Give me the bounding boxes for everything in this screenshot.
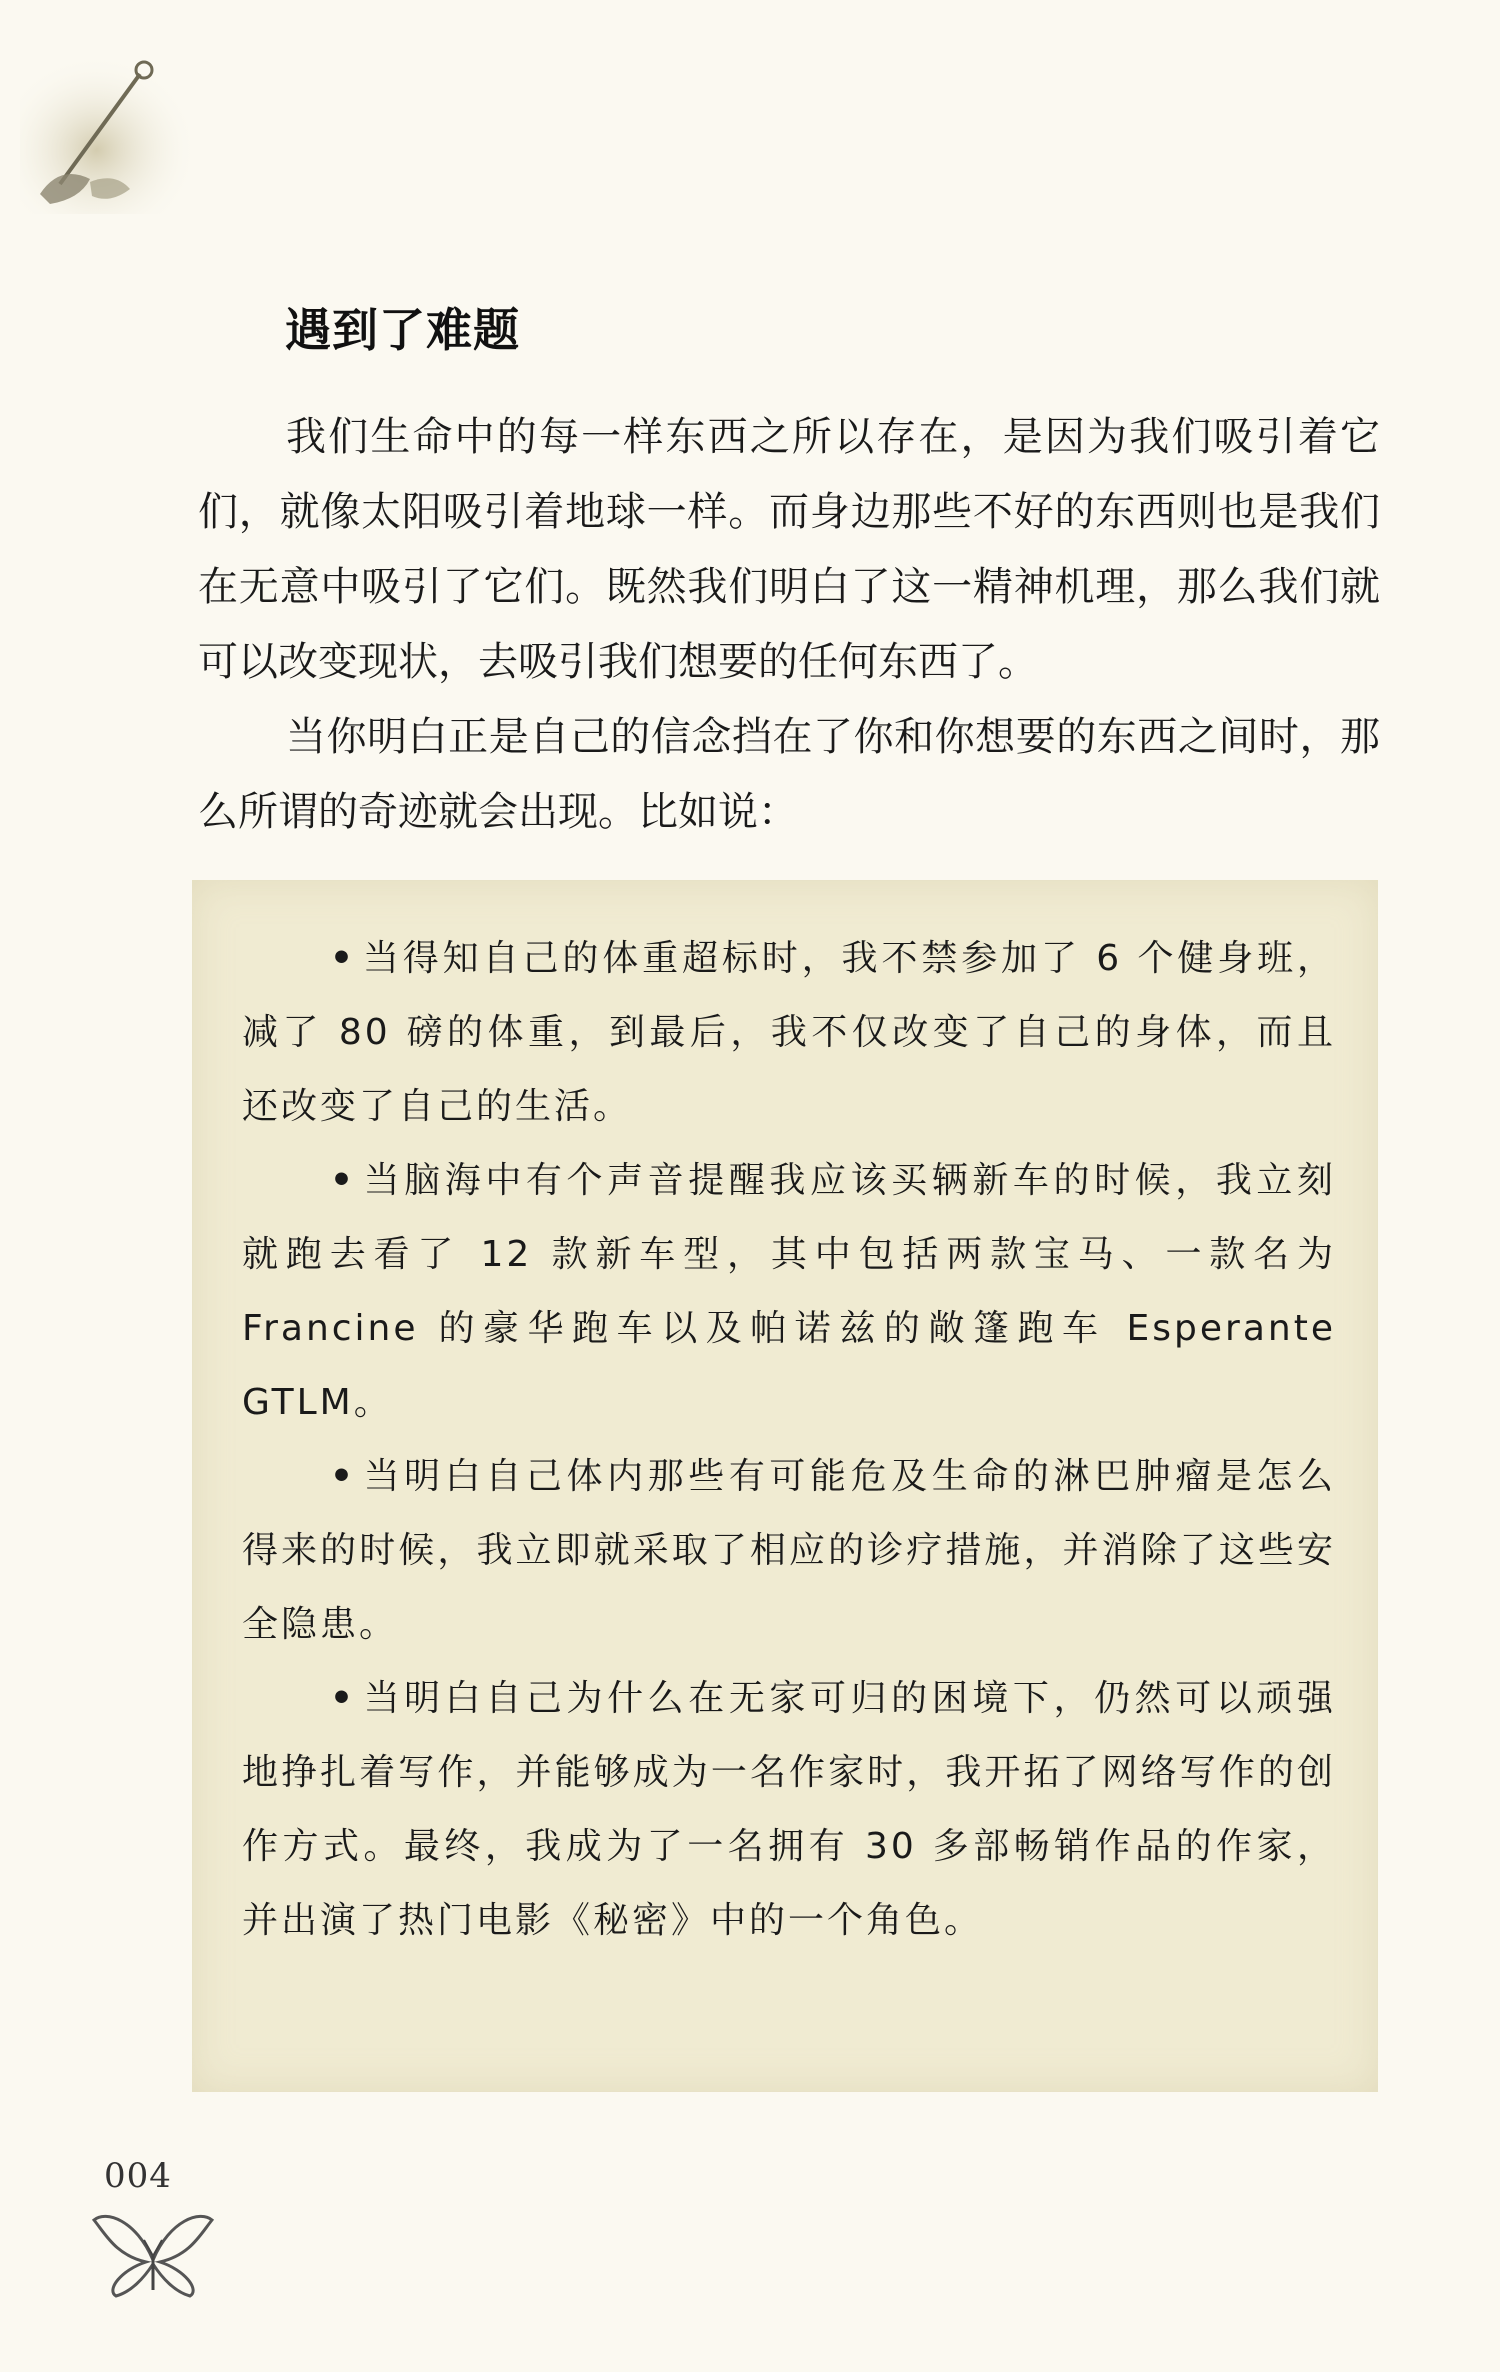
list-item-text: 当得知自己的体重超标时，我不禁参加了 6 个健身班，减了 80 磅的体重，到最后，我不仅改变了自己的身体，而且还改变了自己的生活。 — [242, 938, 1336, 1127]
list-item — [242, 1662, 1336, 1958]
page-number: 004 — [104, 2156, 172, 2196]
bullet-icon: • — [330, 1160, 357, 1201]
list-item-text: 当明白自己为什么在无家可归的困境下，仍然可以顽强地挣扎着写作，并能够成为一名作家时，我开拓了网络写作的创作方式。最终，我成为了一名拥有 30 多部畅销作品的作家，并出演了热门电影《秘密》中的一个角色。 — [242, 1678, 1336, 1941]
list-item — [242, 1144, 1336, 1440]
example-list — [242, 922, 1336, 1958]
intro-paragraph: 当你明白正是自己的信念挡在了你和你想要的东西之间时，那么所谓的奇迹就会出现。比如说： — [198, 714, 1380, 835]
bullet-icon: • — [330, 1456, 357, 1497]
butterfly-icon — [86, 2200, 220, 2300]
intro-text — [198, 400, 1380, 850]
section-title: 遇到了难题 — [285, 303, 520, 357]
list-item — [242, 922, 1336, 1144]
intro-paragraph: 我们生命中的每一样东西之所以存在，是因为我们吸引着它们，就像太阳吸引着地球一样。而身边那些不好的东西则也是我们在无意中吸引了它们。既然我们明白了这一精神机理，那么我们就可以改变现状，去吸引我们想要的任何东西了。 — [198, 414, 1380, 685]
list-item-text: 当脑海中有个声音提醒我应该买辆新车的时候，我立刻就跑去看了 12 款新车型，其中包括两款宝马、一款名为 Francine 的豪华跑车以及帕诺兹的敞篷跑车 Esperante GTLM。 — [242, 1160, 1336, 1423]
corner-illustration — [20, 54, 190, 214]
bullet-icon: • — [330, 1678, 357, 1719]
list-item — [242, 1440, 1336, 1662]
list-item-text: 当明白自己体内那些有可能危及生命的淋巴肿瘤是怎么得来的时候，我立即就采取了相应的诊疗措施，并消除了这些安全隐患。 — [242, 1456, 1336, 1645]
bullet-icon: • — [330, 938, 357, 979]
